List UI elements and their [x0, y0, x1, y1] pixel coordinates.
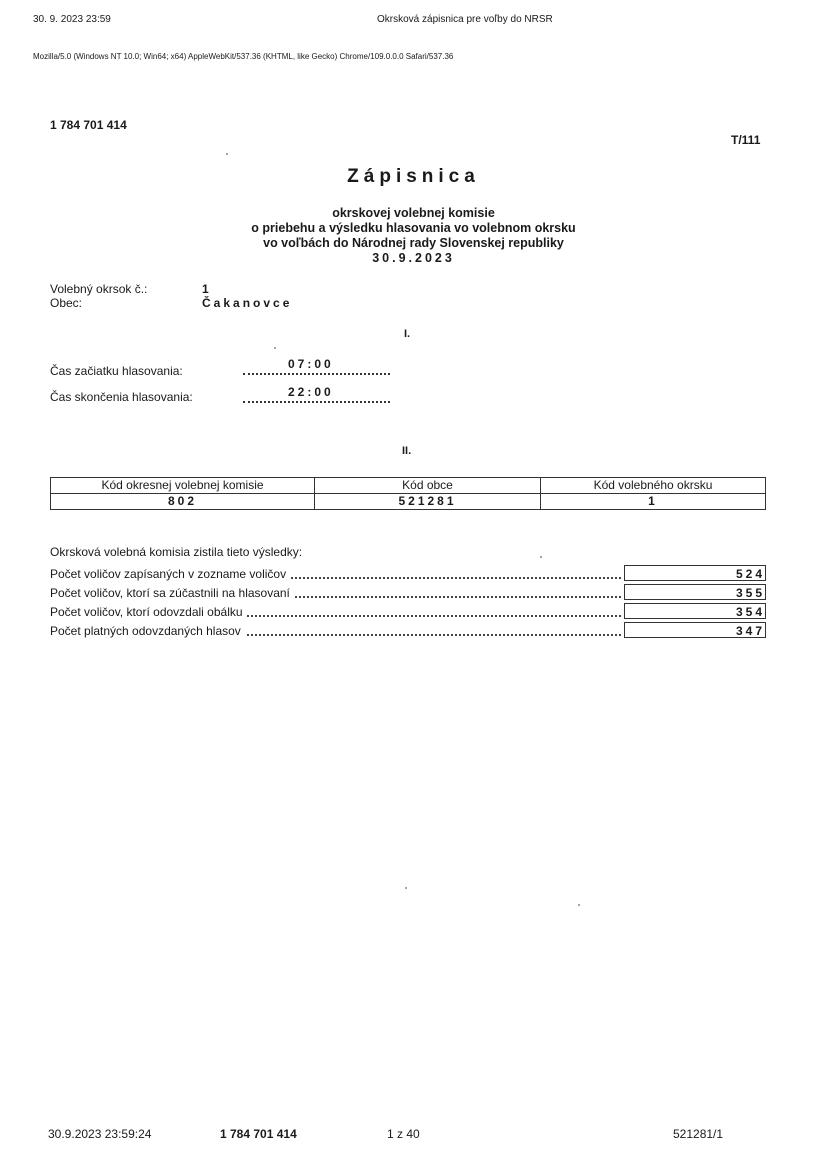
district-label: Volebný okrsok č.:	[50, 282, 148, 296]
print-datetime: 30. 9. 2023 23:59	[33, 14, 111, 25]
result-label: Počet voličov, ktorí odovzdali obálku	[50, 605, 247, 619]
print-page-title: Okrsková zápisnica pre voľby do NRSR	[377, 14, 553, 25]
header-municipality-code: Kód obce	[315, 478, 541, 494]
scan-speck	[578, 904, 580, 906]
municipality-value: Čakanovce	[202, 296, 293, 310]
section-1-heading: I.	[404, 328, 411, 340]
section-2-heading: II.	[402, 445, 412, 457]
precinct-code: 1	[541, 494, 766, 510]
page-title: Zápisnica	[347, 166, 480, 187]
end-time-dotted-line	[243, 401, 390, 403]
footer-datetime: 30.9.2023 23:59:24	[48, 1127, 152, 1141]
codes-table-value-row	[51, 494, 766, 510]
result-row	[50, 603, 766, 621]
municipality-label: Obec:	[50, 296, 83, 310]
codes-table	[50, 477, 766, 510]
result-row	[50, 565, 766, 583]
result-row	[50, 584, 766, 602]
start-time-dotted-line	[243, 373, 390, 375]
scan-speck	[274, 347, 276, 349]
header-precinct-code: Kód volebného okrsku	[541, 478, 766, 494]
result-value: 347	[624, 622, 766, 638]
start-time-label: Čas začiatku hlasovania:	[50, 364, 183, 378]
result-label: Počet voličov zapísaných v zozname voličov	[50, 567, 290, 581]
footer-document-number: 1 784 701 414	[220, 1127, 297, 1141]
end-time-label: Čas skončenia hlasovania:	[50, 390, 193, 404]
form-code: T/111	[731, 133, 761, 147]
district-commission-code: 802	[51, 494, 315, 510]
subtitle-line: vo voľbách do Národnej rady Slovenskej republiky	[263, 236, 564, 250]
result-value: 524	[624, 565, 766, 581]
subtitle-date: 30.9.2023	[372, 251, 455, 265]
subtitle-line: o priebehu a výsledku hlasovania vo volebnom okrsku	[251, 221, 576, 235]
results-intro: Okrsková volebná komisia zistila tieto výsledky:	[50, 545, 303, 559]
footer-code: 521281/1	[673, 1127, 724, 1141]
start-time-value: 07:00	[288, 357, 334, 371]
scan-speck	[405, 887, 407, 889]
document-number: 1 784 701 414	[50, 118, 127, 132]
document-subtitle	[0, 206, 827, 266]
print-user-agent: Mozilla/5.0 (Windows NT 10.0; Win64; x64) AppleWebKit/537.36 (KHTML, like Gecko) Chrome/109.0.0.0 Safari/537.36	[33, 52, 454, 61]
scan-speck	[540, 556, 542, 558]
district-value: 1	[202, 282, 209, 296]
codes-table-header-row	[51, 478, 766, 494]
result-value: 354	[624, 603, 766, 619]
result-row	[50, 622, 766, 640]
subtitle-line: okrskovej volebnej komisie	[332, 206, 495, 220]
header-district-commission-code: Kód okresnej volebnej komisie	[51, 478, 315, 494]
result-label: Počet platných odovzdaných hlasov	[50, 624, 245, 638]
result-value: 355	[624, 584, 766, 600]
footer-page-number: 1 z 40	[387, 1127, 420, 1141]
result-label: Počet voličov, ktorí sa zúčastnili na hlasovaní	[50, 586, 294, 600]
municipality-code: 521281	[315, 494, 541, 510]
scan-speck	[226, 153, 228, 155]
end-time-value: 22:00	[288, 385, 334, 399]
